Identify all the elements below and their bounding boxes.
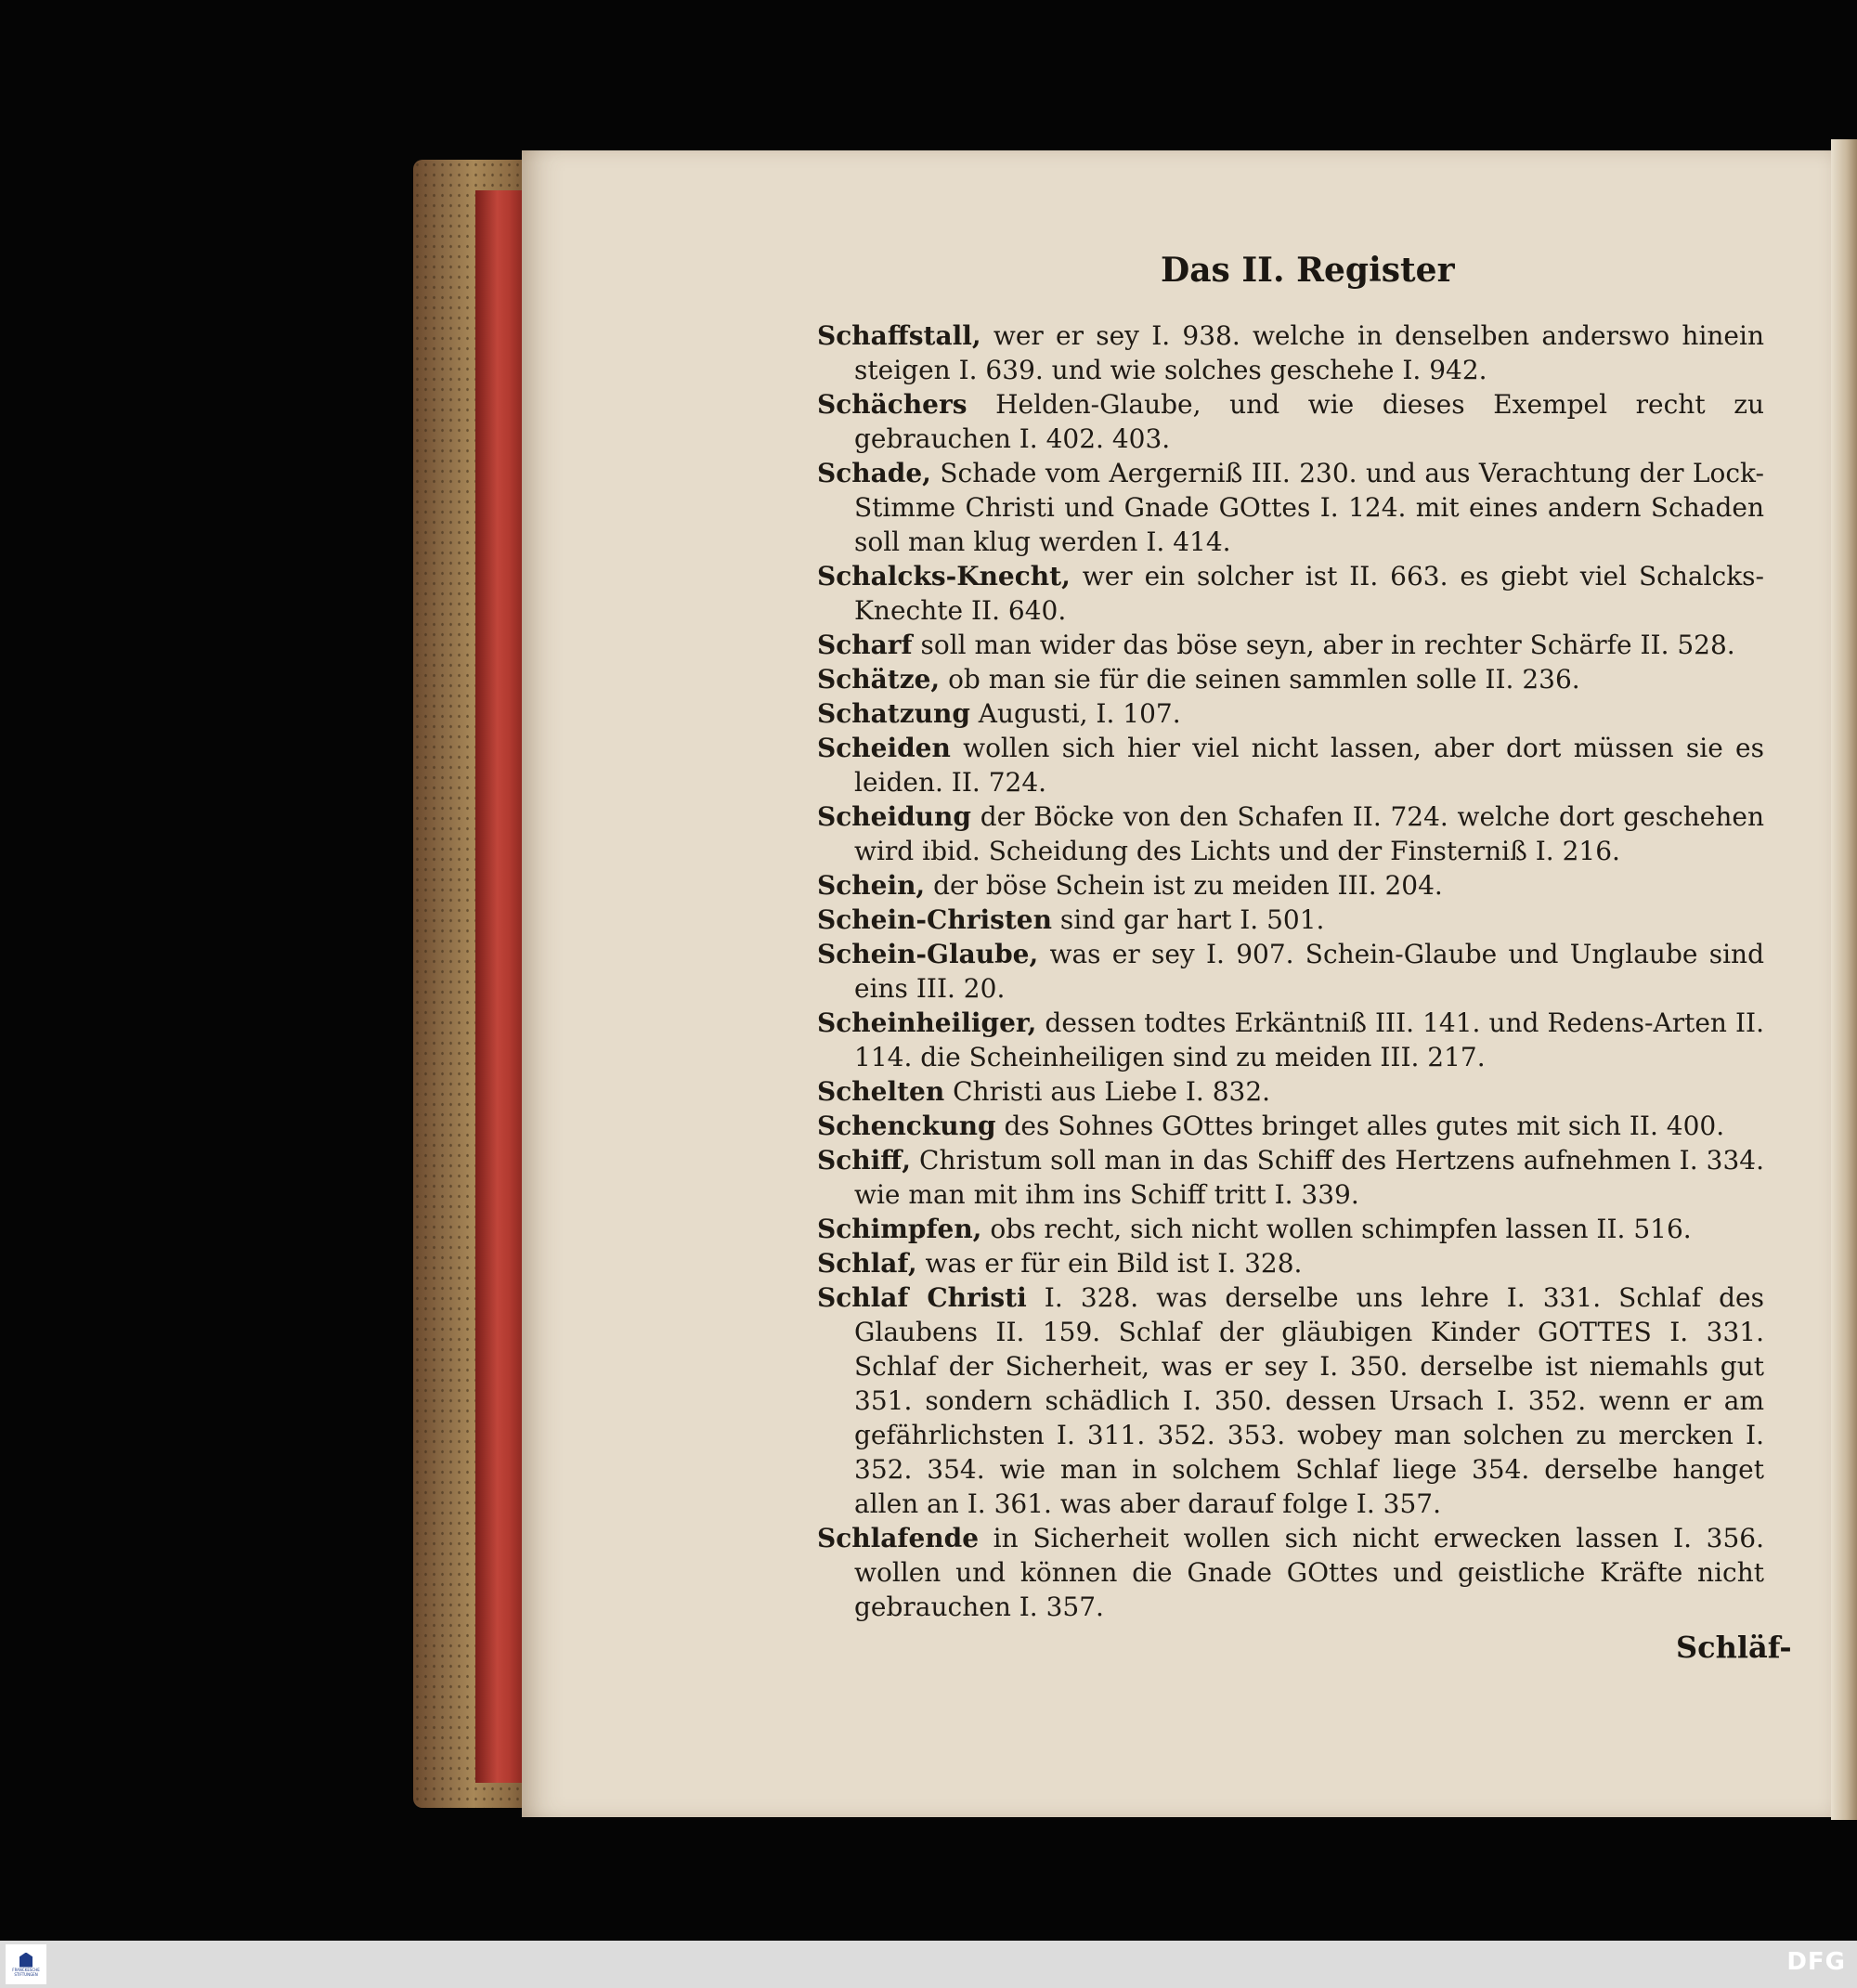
entry-term: Scharf (817, 630, 913, 660)
viewer-footer (0, 1941, 1857, 1988)
entry-term: Scheiden (817, 733, 951, 763)
page-edge-red (475, 190, 524, 1783)
register-entries (817, 318, 1764, 1624)
entry-text: was er sey I. 907. Schein-Glaube und Unglaube sind eins III. 20. (854, 939, 1764, 1004)
dfg-logo[interactable]: DFG (1786, 1948, 1846, 1976)
entry-term: Schiff, (817, 1145, 911, 1176)
entry-text: wer ein solcher ist II. 663. es giebt viel Schalcks-Knechte II. 640. (854, 561, 1764, 626)
register-entry (817, 662, 1764, 696)
entry-term: Schlaf, (817, 1248, 917, 1279)
register-entry (817, 731, 1764, 799)
register-entry (817, 799, 1764, 868)
register-entry (817, 1280, 1764, 1521)
entry-text: Christi aus Liebe I. 832. (944, 1076, 1271, 1107)
register-entry (817, 318, 1764, 387)
register-entry (817, 1006, 1764, 1074)
page-heading: Das II. Register (1161, 251, 1455, 290)
entry-text: der Böcke von den Schafen II. 724. welche dort geschehen wird ibid. Scheidung des Lichts und der Finsterniß I. 216. (854, 801, 1764, 866)
entry-term: Schatzung (817, 698, 970, 729)
entry-term: Scheinheiliger, (817, 1007, 1037, 1038)
entry-text: was er für ein Bild ist I. 328. (916, 1248, 1303, 1279)
entry-term: Schlaf Christi (817, 1282, 1027, 1313)
entry-text: Helden-Glaube, und wie dieses Exempel recht zu gebrauchen I. 402. 403. (854, 389, 1764, 454)
entry-term: Schelten (817, 1076, 945, 1107)
entry-text: sind gar hart I. 501. (1051, 904, 1325, 935)
entry-text: Christum soll man in das Schiff des Hertzens aufnehmen I. 334. wie man mit ihm ins Schiff tritt I. 339. (854, 1145, 1764, 1210)
entry-text: der böse Schein ist zu meiden III. 204. (925, 870, 1443, 901)
register-entry (817, 1246, 1764, 1280)
entry-text: dessen todtes Erkäntniß III. 141. und Redens-Arten II. 114. die Scheinheiligen sind zu meiden III. 217. (854, 1007, 1764, 1072)
entry-term: Scheidung (817, 801, 971, 832)
entry-term: Schaffstall, (817, 320, 981, 351)
entry-term: Schalcks-Knecht, (817, 561, 1071, 591)
entry-term: Schein-Glaube, (817, 939, 1039, 969)
entry-term: Schein-Christen (817, 904, 1052, 935)
entry-term: Schätze, (817, 664, 941, 695)
register-entry (817, 456, 1764, 559)
register-entry (817, 696, 1764, 731)
entry-text: obs recht, sich nicht wollen schimpfen lassen II. 516. (981, 1214, 1692, 1244)
francke-house-icon (19, 1953, 32, 1968)
entry-term: Schächers (817, 389, 967, 420)
entry-text: des Sohnes GOttes bringet alles gutes mit sich II. 400. (995, 1111, 1725, 1141)
register-entry (817, 1074, 1764, 1109)
register-entry (817, 868, 1764, 903)
entry-text: Augusti, I. 107. (969, 698, 1181, 729)
entry-text: in Sicherheit wollen sich nicht erwecken lassen I. 356. wollen und können die Gnade GOttes und geistliche Kräfte nicht gebrauchen I. 357. (854, 1523, 1764, 1622)
entry-text: soll man wider das böse seyn, aber in rechter Schärfe II. 528. (912, 630, 1735, 660)
entry-term: Schimpfen, (817, 1214, 982, 1244)
register-entry (817, 1143, 1764, 1212)
entry-term: Schenckung (817, 1111, 996, 1141)
register-entry (817, 1212, 1764, 1246)
register-entry (817, 387, 1764, 456)
page-edge-right (1831, 139, 1857, 1820)
entry-text: wer er sey I. 938. welche in denselben anderswo hinein steigen I. 639. und wie solches geschehe I. 942. (854, 320, 1764, 385)
entry-text: I. 328. was derselbe uns lehre I. 331. Schlaf des Glaubens II. 159. Schlaf der gläubigen Kinder GOTTES I. 331. Schlaf der Sicherheit, was er sey I. 350. derselbe ist niemahls gut 351. sondern schädlich I. 350. dessen Ursach I. 352. wenn er am gefährlichsten I. 311. 352. 353. wobey man solchen zu mercken I. 352. 354. wie man in solchem Schlaf liege 354. derselbe hanget allen an I. 361. was aber darauf folge I. 357. (854, 1282, 1764, 1519)
register-entry (817, 628, 1764, 662)
entry-text: wollen sich hier viel nicht lassen, aber dort müssen sie es leiden. II. 724. (854, 733, 1764, 798)
register-entry (817, 937, 1764, 1006)
entry-text: ob man sie für die seinen sammlen solle II. 236. (940, 664, 1580, 695)
register-entry (817, 559, 1764, 628)
register-entry (817, 903, 1764, 937)
register-entry (817, 1109, 1764, 1143)
catchword: Schläf- (1676, 1630, 1792, 1665)
register-entry (817, 1521, 1764, 1624)
logo-text: FRANCKESCHE STIFTUNGEN (12, 1967, 40, 1977)
francke-logo[interactable] (6, 1944, 46, 1984)
entry-term: Schade, (817, 458, 931, 488)
entry-term: Schlafende (817, 1523, 980, 1553)
entry-term: Schein, (817, 870, 926, 901)
entry-text: Schade vom Aergerniß III. 230. und aus Verachtung der Lock-Stimme Christi und Gnade GOttes I. 124. mit eines andern Schaden soll man klug werden I. 414. (854, 458, 1764, 557)
